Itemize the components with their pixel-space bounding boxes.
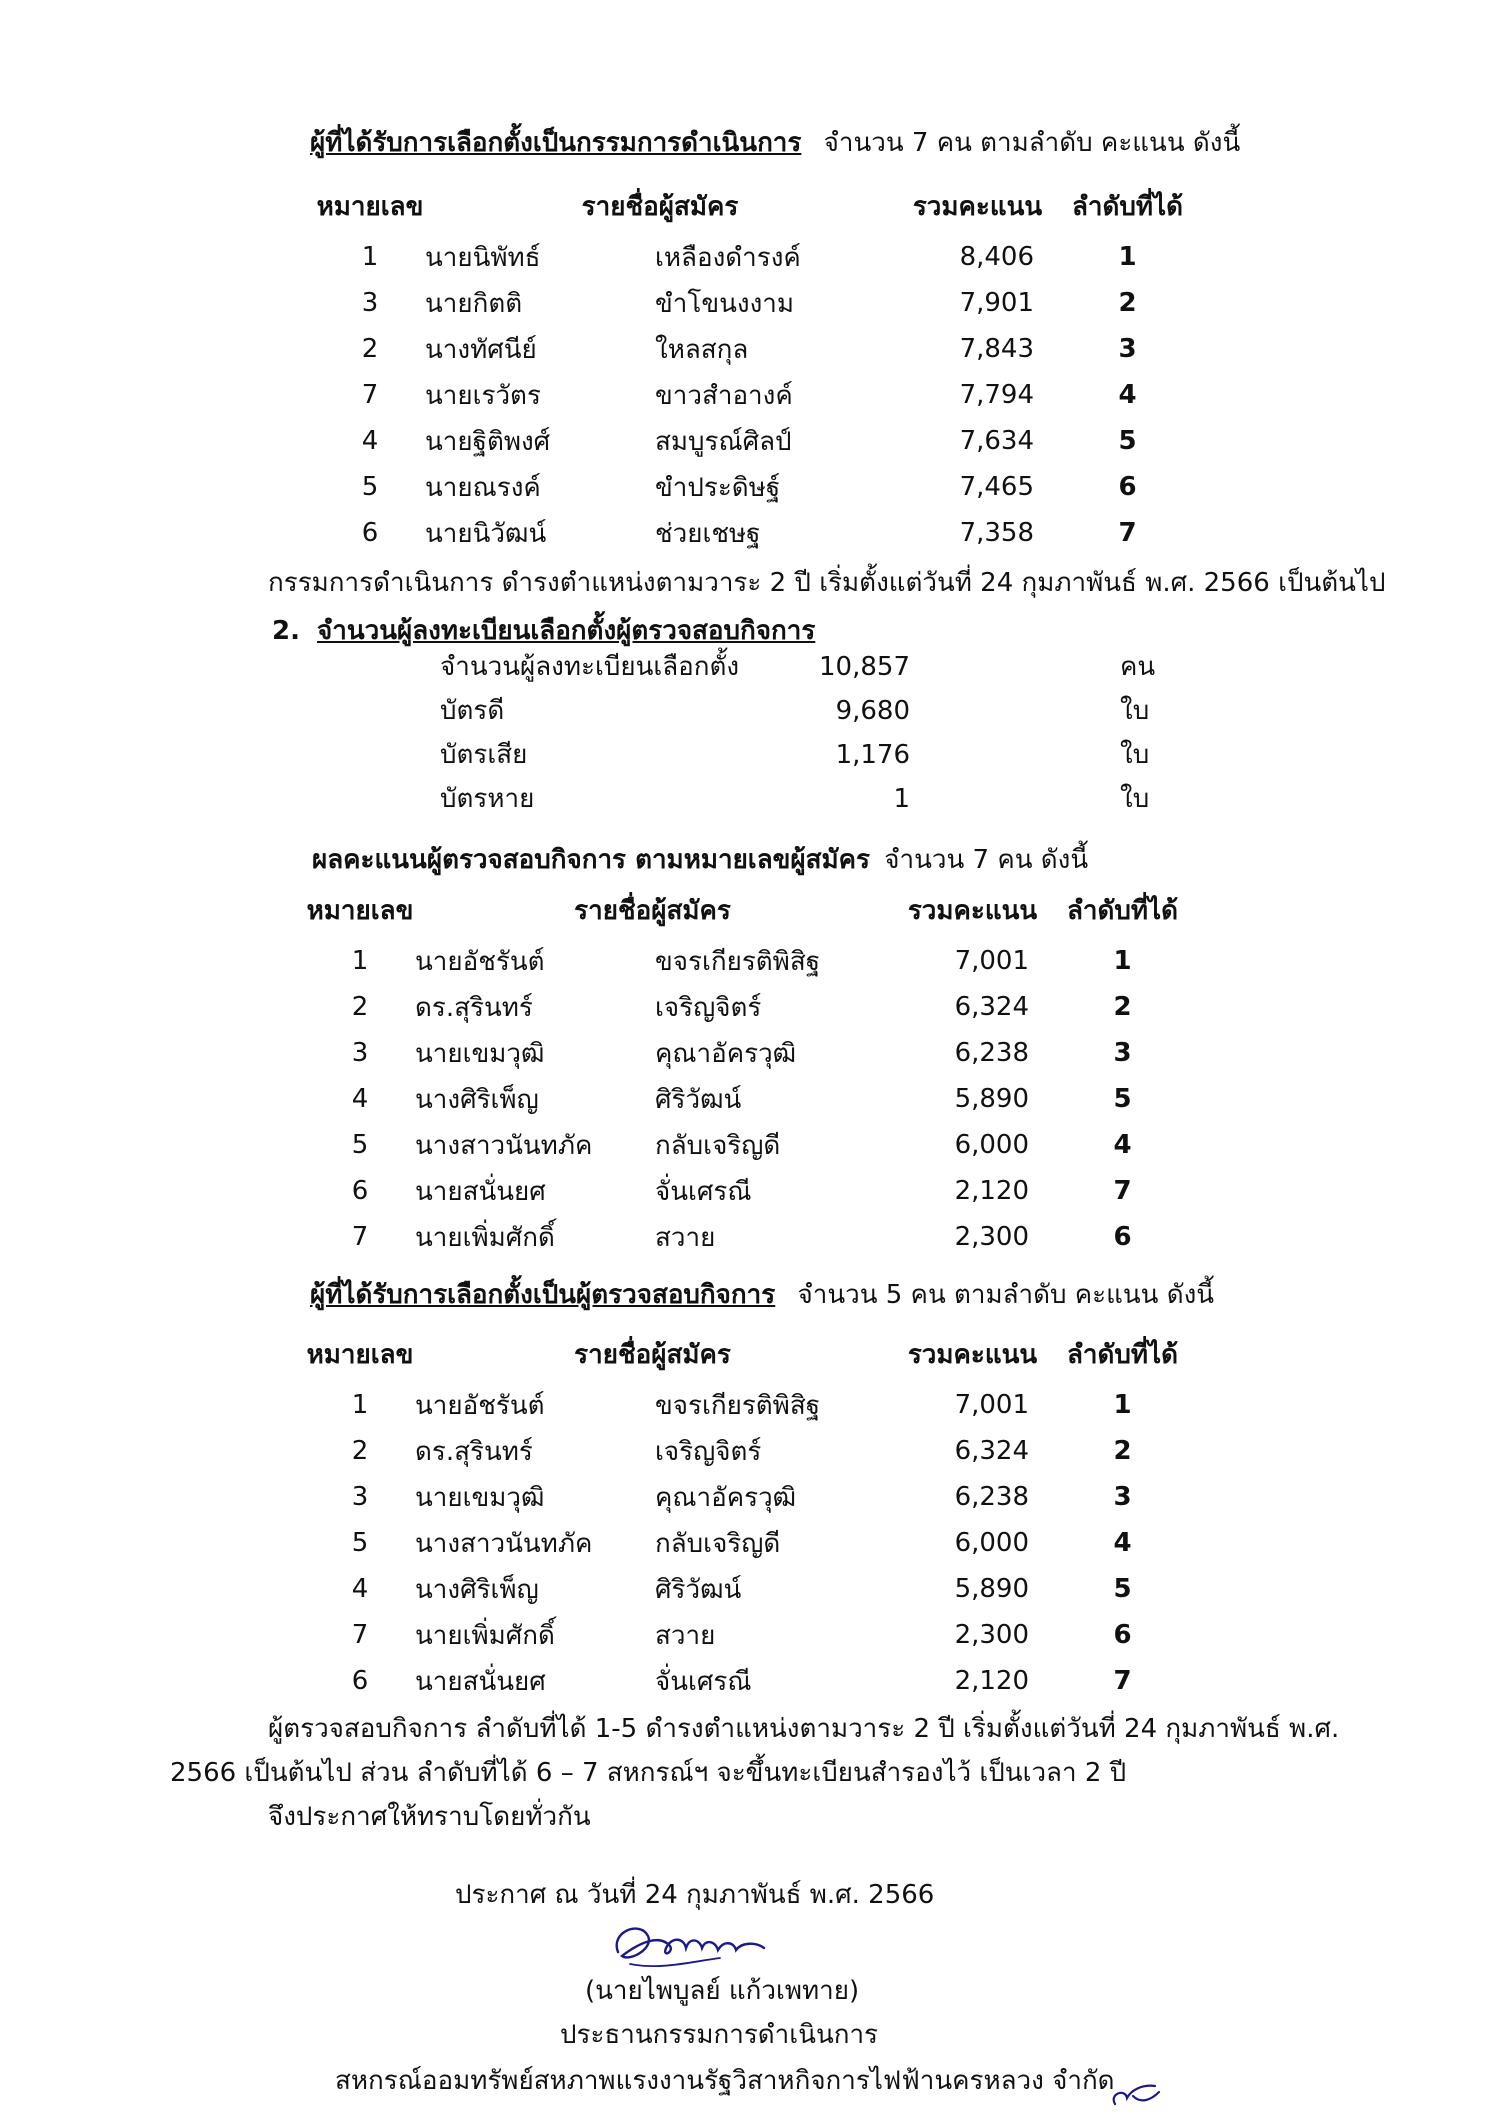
candidate-last-name: คุณาอัครวุฒิ xyxy=(655,1482,797,1513)
candidate-first-name: นายเขมวุฒิ xyxy=(415,1038,545,1069)
section2-results-title: ผลคะแนนผู้ตรวจสอบกิจการ ตามหมายเลขผู้สมัคร xyxy=(312,845,870,875)
candidate-rank: 4 xyxy=(1113,1528,1132,1558)
section2-number: 2. xyxy=(272,616,300,646)
section2-results-heading xyxy=(312,845,1088,876)
table-row xyxy=(305,1658,1190,1704)
candidate-number: 7 xyxy=(361,380,379,410)
candidate-number: 5 xyxy=(361,472,379,502)
col-rank: ลำดับที่ได้ xyxy=(1066,1339,1179,1370)
candidate-number: 7 xyxy=(351,1620,369,1650)
candidate-rank: 3 xyxy=(1113,1482,1132,1512)
candidate-last-name: สวาย xyxy=(655,1620,716,1651)
candidate-rank: 7 xyxy=(1118,518,1137,548)
section3-note-line1: ผู้ตรวจสอบกิจการ ลำดับที่ได้ 1-5 ดำรงตำแหน่งตามวาระ 2 ปี เริ่มตั้งแต่วันที่ 24 กุมภาพันธ์ พ.ศ. xyxy=(268,1714,1340,1744)
col-total-score: รวมคะแนน xyxy=(912,191,1043,222)
candidate-last-name: สวาย xyxy=(655,1222,716,1253)
table-header-row xyxy=(305,1326,1190,1382)
candidate-number: 1 xyxy=(361,242,379,272)
candidate-score: 2,120 xyxy=(954,1666,1029,1696)
col-rank: ลำดับที่ได้ xyxy=(1071,191,1184,222)
section3-heading xyxy=(310,1280,1214,1311)
stat-unit: ใบ xyxy=(1120,696,1150,726)
candidate-score: 8,406 xyxy=(959,242,1034,272)
col-number: หมายเลข xyxy=(316,191,424,222)
organization-name: สหกรณ์ออมทรัพย์สหภาพแรงงานรัฐวิสาหกิจการไฟฟ้านครหลวง จำกัด xyxy=(335,2066,1115,2096)
candidate-score: 7,001 xyxy=(954,1390,1029,1420)
candidate-score: 6,324 xyxy=(954,1436,1029,1466)
candidate-score: 5,890 xyxy=(954,1084,1029,1114)
candidate-first-name: นางสาวนันทภัค xyxy=(415,1130,593,1161)
candidate-score: 6,238 xyxy=(954,1038,1029,1068)
candidate-number: 1 xyxy=(351,946,369,976)
announcement: จึงประกาศให้ทราบโดยทั่วกัน xyxy=(268,1802,591,1832)
table-row xyxy=(305,1428,1190,1474)
candidate-number: 5 xyxy=(351,1528,369,1558)
candidate-rank: 6 xyxy=(1113,1222,1132,1252)
table-row xyxy=(305,1474,1190,1520)
candidate-last-name: จั่นเศรณี xyxy=(655,1666,752,1697)
stat-unit: ใบ xyxy=(1120,784,1150,814)
candidate-rank: 4 xyxy=(1118,380,1137,410)
candidate-first-name: นายเพิ่มศักดิ์ xyxy=(415,1222,555,1253)
candidate-score: 2,300 xyxy=(954,1620,1029,1650)
candidate-number: 6 xyxy=(361,518,379,548)
candidate-first-name: นายเรวัตร xyxy=(425,380,541,411)
candidate-last-name: สมบูรณ์ศิลป์ xyxy=(655,426,792,457)
candidate-first-name: นางทัศนีย์ xyxy=(425,334,537,365)
candidate-score: 2,300 xyxy=(954,1222,1029,1252)
candidate-number: 4 xyxy=(361,426,379,456)
candidate-first-name: ดร.สุรินทร์ xyxy=(415,1436,533,1467)
section2-title: จำนวนผู้ลงทะเบียนเลือกตั้งผู้ตรวจสอบกิจการ xyxy=(317,616,816,646)
candidate-first-name: นายณรงค์ xyxy=(425,472,541,503)
candidate-last-name: ศิริวัฒน์ xyxy=(655,1574,742,1605)
candidate-score: 7,634 xyxy=(959,426,1034,456)
table-row xyxy=(305,1566,1190,1612)
table-row xyxy=(305,1122,1190,1168)
candidate-rank: 2 xyxy=(1113,992,1132,1022)
stat-label: จำนวนผู้ลงทะเบียนเลือกตั้ง xyxy=(440,652,740,682)
stat-label: บัตรหาย xyxy=(440,784,535,814)
candidate-rank: 2 xyxy=(1118,288,1137,318)
candidate-last-name: เจริญจิตร์ xyxy=(655,992,762,1023)
stat-value: 10,857 xyxy=(819,652,910,682)
table-row xyxy=(305,1168,1190,1214)
candidate-first-name: นายอัชรันต์ xyxy=(415,1390,545,1421)
table-row xyxy=(305,1612,1190,1658)
candidate-rank: 3 xyxy=(1113,1038,1132,1068)
candidate-score: 7,843 xyxy=(959,334,1034,364)
table-row xyxy=(305,1076,1190,1122)
candidate-score: 6,000 xyxy=(954,1528,1029,1558)
candidate-first-name: นายฐิติพงศ์ xyxy=(425,426,551,457)
candidate-last-name: คุณาอัครวุฒิ xyxy=(655,1038,797,1069)
candidate-rank: 7 xyxy=(1113,1666,1132,1696)
candidate-number: 3 xyxy=(361,288,379,318)
stat-label: บัตรเสีย xyxy=(440,740,528,770)
table-row xyxy=(315,510,1195,556)
section2-results-count: จำนวน 7 คน ดังนี้ xyxy=(884,845,1089,875)
candidate-number: 5 xyxy=(351,1130,369,1160)
candidate-score: 2,120 xyxy=(954,1176,1029,1206)
candidate-rank: 3 xyxy=(1118,334,1137,364)
candidate-first-name: นายสนั่นยศ xyxy=(415,1176,546,1207)
candidate-last-name: เหลืองดำรงค์ xyxy=(655,242,801,273)
stat-value: 9,680 xyxy=(835,696,910,726)
stat-value: 1,176 xyxy=(835,740,910,770)
candidate-last-name: ขำประดิษฐ์ xyxy=(655,472,781,503)
table-row xyxy=(315,326,1195,372)
candidate-rank: 4 xyxy=(1113,1130,1132,1160)
candidate-number: 2 xyxy=(351,992,369,1022)
candidate-score: 6,238 xyxy=(954,1482,1029,1512)
col-candidate: รายชื่อผู้สมัคร xyxy=(581,191,739,222)
stat-unit: คน xyxy=(1120,652,1156,682)
section3-heading-count: จำนวน 5 คน ตามลำดับ คะแนน ดังนี้ xyxy=(797,1280,1215,1310)
candidate-number: 1 xyxy=(351,1390,369,1420)
section1-heading-title: ผู้ที่ได้รับการเลือกตั้งเป็นกรรมการดำเนินการ xyxy=(310,128,802,158)
section1-heading-count: จำนวน 7 คน ตามลำดับ คะแนน ดังนี้ xyxy=(823,128,1241,158)
candidate-first-name: นางศิริเพ็ญ xyxy=(415,1084,539,1115)
candidate-number: 6 xyxy=(351,1176,369,1206)
section2-table xyxy=(305,882,1190,1260)
candidate-first-name: นายนิวัฒน์ xyxy=(425,518,547,549)
candidate-last-name: จั่นเศรณี xyxy=(655,1176,752,1207)
candidate-first-name: นายสนั่นยศ xyxy=(415,1666,546,1697)
candidate-score: 6,324 xyxy=(954,992,1029,1022)
candidate-rank: 6 xyxy=(1113,1620,1132,1650)
candidate-rank: 2 xyxy=(1113,1436,1132,1466)
table-row xyxy=(305,1382,1190,1428)
signature-icon xyxy=(600,1912,780,1982)
col-total-score: รวมคะแนน xyxy=(907,895,1038,926)
candidate-last-name: กลับเจริญดี xyxy=(655,1130,781,1161)
candidate-last-name: ศิริวัฒน์ xyxy=(655,1084,742,1115)
candidate-score: 7,358 xyxy=(959,518,1034,548)
candidate-number: 2 xyxy=(361,334,379,364)
initial-mark-icon xyxy=(1105,2070,1165,2116)
section1-term-note: กรรมการดำเนินการ ดำรงตำแหน่งตามวาระ 2 ปี เริ่มตั้งแต่วันที่ 24 กุมภาพันธ์ พ.ศ. 2566 เป็นต้นไป xyxy=(268,568,1386,598)
candidate-rank: 5 xyxy=(1118,426,1137,456)
stat-value: 1 xyxy=(893,784,910,814)
candidate-number: 4 xyxy=(351,1574,369,1604)
table-row xyxy=(315,234,1195,280)
table-header-row xyxy=(305,882,1190,938)
col-rank: ลำดับที่ได้ xyxy=(1066,895,1179,926)
announce-date: ประกาศ ณ วันที่ 24 กุมภาพันธ์ พ.ศ. 2566 xyxy=(455,1880,935,1910)
candidate-rank: 5 xyxy=(1113,1084,1132,1114)
signer-name: (นายไพบูลย์ แก้วเพทาย) xyxy=(585,1976,860,2006)
candidate-first-name: นายเขมวุฒิ xyxy=(415,1482,545,1513)
table-row xyxy=(315,280,1195,326)
stat-unit: ใบ xyxy=(1120,740,1150,770)
candidate-first-name: นางสาวนันทภัค xyxy=(415,1528,593,1559)
candidate-rank: 1 xyxy=(1113,1390,1132,1420)
candidate-score: 7,901 xyxy=(959,288,1034,318)
candidate-first-name: ดร.สุรินทร์ xyxy=(415,992,533,1023)
candidate-score: 6,000 xyxy=(954,1130,1029,1160)
candidate-number: 6 xyxy=(351,1666,369,1696)
section3-note-line2: 2566 เป็นต้นไป ส่วน ลำดับที่ได้ 6 – 7 สหกรณ์ฯ จะขึ้นทะเบียนสำรองไว้ เป็นเวลา 2 ปี xyxy=(170,1758,1127,1788)
col-number: หมายเลข xyxy=(306,895,414,926)
table-row xyxy=(305,1030,1190,1076)
section1-table xyxy=(315,178,1195,556)
candidate-number: 3 xyxy=(351,1038,369,1068)
candidate-rank: 1 xyxy=(1118,242,1137,272)
table-row xyxy=(315,464,1195,510)
table-header-row xyxy=(315,178,1195,234)
candidate-last-name: เจริญจิตร์ xyxy=(655,1436,762,1467)
table-row xyxy=(315,418,1195,464)
candidate-first-name: นายเพิ่มศักดิ์ xyxy=(415,1620,555,1651)
candidate-number: 7 xyxy=(351,1222,369,1252)
candidate-first-name: นายนิพัทธ์ xyxy=(425,242,541,273)
candidate-rank: 7 xyxy=(1113,1176,1132,1206)
candidate-rank: 6 xyxy=(1118,472,1137,502)
candidate-first-name: นายอัชรันต์ xyxy=(415,946,545,977)
section1-heading xyxy=(310,128,1240,159)
candidate-number: 2 xyxy=(351,1436,369,1466)
table-row xyxy=(305,984,1190,1030)
candidate-score: 7,465 xyxy=(959,472,1034,502)
table-row xyxy=(305,1520,1190,1566)
candidate-last-name: ขจรเกียรติพิสิฐ xyxy=(655,1390,821,1421)
candidate-last-name: ใหลสกุล xyxy=(655,334,749,365)
table-row xyxy=(305,1214,1190,1260)
col-candidate: รายชื่อผู้สมัคร xyxy=(574,895,731,926)
candidate-rank: 5 xyxy=(1113,1574,1132,1604)
candidate-number: 4 xyxy=(351,1084,369,1114)
col-number: หมายเลข xyxy=(306,1339,414,1370)
col-candidate: รายชื่อผู้สมัคร xyxy=(574,1339,731,1370)
signer-title: ประธานกรรมการดำเนินการ xyxy=(560,2020,879,2050)
candidate-last-name: ขำโขนงงาม xyxy=(655,288,795,319)
candidate-last-name: ช่วยเชษฐ xyxy=(655,518,761,549)
candidate-first-name: นายกิตติ xyxy=(425,288,523,319)
table-row xyxy=(315,372,1195,418)
section3-heading-title: ผู้ที่ได้รับการเลือกตั้งเป็นผู้ตรวจสอบกิจการ xyxy=(310,1280,776,1310)
candidate-last-name: ขาวสำอางค์ xyxy=(655,380,793,411)
candidate-number: 3 xyxy=(351,1482,369,1512)
stat-label: บัตรดี xyxy=(440,696,505,726)
candidate-score: 5,890 xyxy=(954,1574,1029,1604)
candidate-last-name: ขจรเกียรติพิสิฐ xyxy=(655,946,821,977)
col-total-score: รวมคะแนน xyxy=(907,1339,1038,1370)
section2-heading xyxy=(272,616,815,647)
candidate-score: 7,794 xyxy=(959,380,1034,410)
section3-table xyxy=(305,1326,1190,1704)
candidate-score: 7,001 xyxy=(954,946,1029,976)
table-row xyxy=(305,938,1190,984)
candidate-first-name: นางศิริเพ็ญ xyxy=(415,1574,539,1605)
candidate-last-name: กลับเจริญดี xyxy=(655,1528,781,1559)
candidate-rank: 1 xyxy=(1113,946,1132,976)
